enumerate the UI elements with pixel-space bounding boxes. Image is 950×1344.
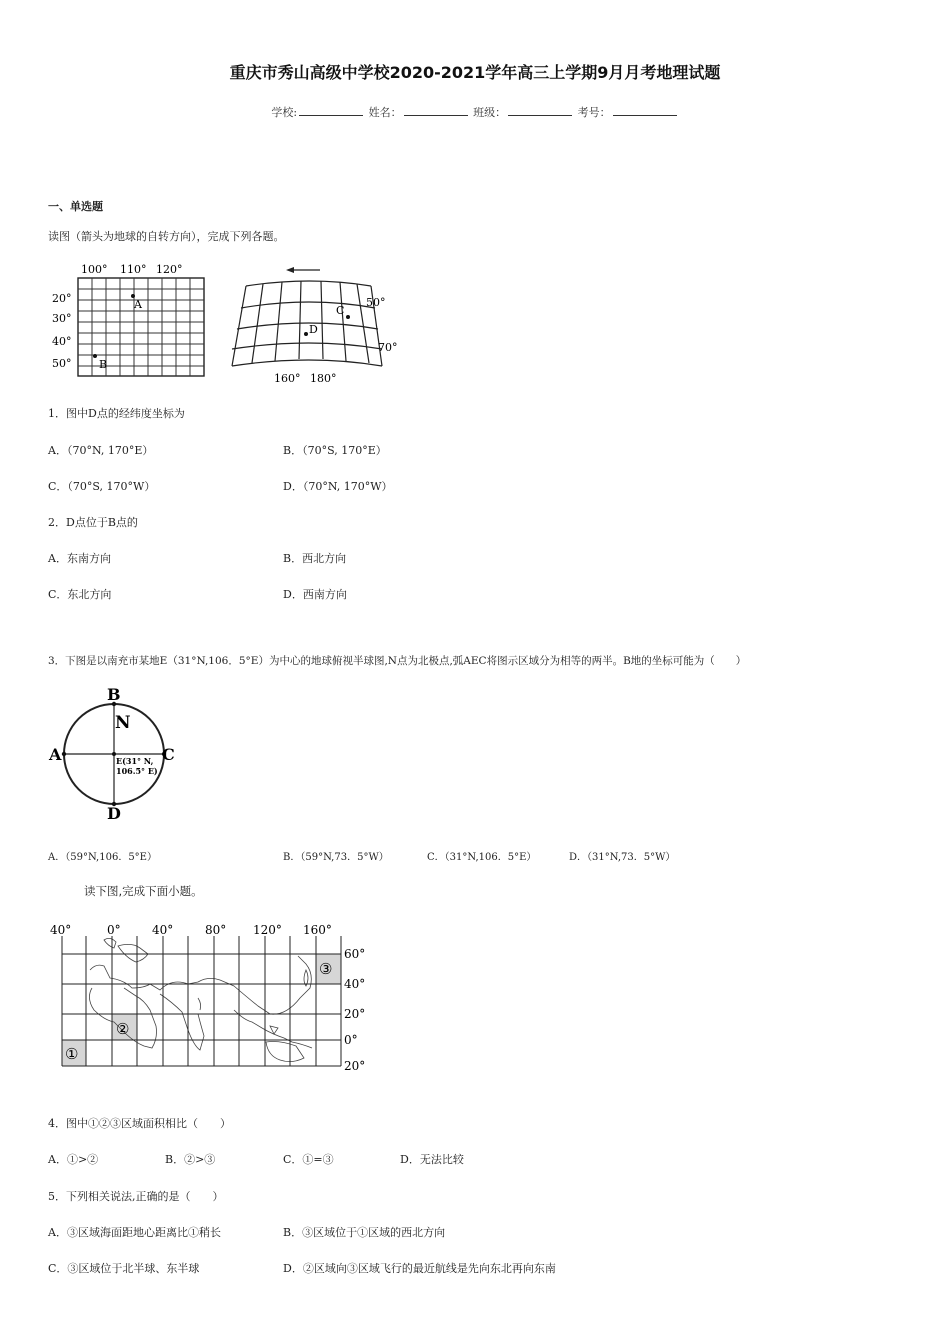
point-c-label: C xyxy=(336,304,345,317)
lat-0-label: 0° xyxy=(344,1033,358,1047)
lon-120e-label: 120° xyxy=(253,923,282,937)
lat-20n-label: 20° xyxy=(344,1007,366,1021)
north-pole-label: N xyxy=(115,713,131,733)
q4-option-c[interactable]: C．①=③ xyxy=(283,1153,334,1166)
point-b xyxy=(93,354,97,358)
intro-text-1: 读图（箭头为地球的自转方向），完成下列各题。 xyxy=(48,230,285,243)
lat-20s-label: 20° xyxy=(344,1059,366,1073)
lat-50-label: 50° xyxy=(52,357,72,370)
point-b-label: B xyxy=(99,358,108,371)
q3-option-a[interactable]: A．（59°N,106．5°E） xyxy=(48,852,157,863)
q2-option-a[interactable]: A．东南方向 xyxy=(48,552,111,565)
lon-40e-label: 40° xyxy=(152,923,174,937)
grid-lines xyxy=(62,936,341,1066)
figure-1-graticules xyxy=(48,258,408,388)
lat-40n-label: 40° xyxy=(344,977,366,991)
q2-option-b[interactable]: B．西北方向 xyxy=(283,552,347,565)
region-2-label: ② xyxy=(116,1020,130,1038)
question-5-stem: 5．下列相关说法,正确的是（ ） xyxy=(48,1190,224,1203)
q1-option-c[interactable]: C．（70°S, 170°W） xyxy=(48,480,156,493)
school-label: 学校: xyxy=(271,106,298,119)
exam-no-blank[interactable] xyxy=(613,105,677,116)
name-label: 姓名： xyxy=(368,106,402,119)
figure-3-hemisphere xyxy=(44,684,184,824)
name-blank[interactable] xyxy=(404,105,468,116)
q5-option-b[interactable]: B．③区域位于①区域的西北方向 xyxy=(283,1226,446,1239)
point-e-label-line2: 106.5° E) xyxy=(116,766,158,776)
lon-40w-label: 40° xyxy=(50,923,72,937)
lon-120-label: 120° xyxy=(156,263,183,276)
lon-80e-label: 80° xyxy=(205,923,227,937)
q5-option-a[interactable]: A．③区域海面距地心距离比①稍长 xyxy=(48,1226,221,1239)
lon-180-label: 180° xyxy=(310,372,337,385)
q2-option-d[interactable]: D．西南方向 xyxy=(283,588,347,601)
lat-60n-label: 60° xyxy=(344,947,366,961)
lat-30-label: 30° xyxy=(52,312,72,325)
exam-no-label: 考号： xyxy=(577,106,611,119)
question-3-stem: 3．下图是以南充市某地E（31°N,106．5°E）为中心的地球俯视半球图,N点为北极点,弧AEC将图示区域分为相等的两半。B地的坐标可能为（ ） xyxy=(48,655,747,667)
region-3-label: ③ xyxy=(319,960,333,978)
q3-option-d[interactable]: D．（31°N,73．5°W） xyxy=(569,852,676,863)
q4-option-d[interactable]: D．无法比较 xyxy=(400,1153,464,1166)
lon-110-label: 110° xyxy=(120,263,147,276)
point-d xyxy=(304,332,308,336)
question-4-stem: 4．图中①②③区域面积相比（ ） xyxy=(48,1117,231,1130)
lon-0-label: 0° xyxy=(107,923,121,937)
right-polar-grid xyxy=(232,281,382,366)
q2-option-c[interactable]: C．东北方向 xyxy=(48,588,112,601)
q1-option-b[interactable]: B．（70°S, 170°E） xyxy=(283,444,387,457)
point-a-label: A xyxy=(134,298,142,311)
region-1-label: ① xyxy=(65,1045,79,1063)
point-a-label-fig3: A xyxy=(49,745,62,764)
q1-option-a[interactable]: A．（70°N, 170°E） xyxy=(48,444,154,457)
point-e-label-line1: E(31° N, xyxy=(116,756,154,766)
point-b-label-fig3: B xyxy=(107,685,121,704)
q1-option-d[interactable]: D．（70°N, 170°W） xyxy=(283,480,393,493)
q3-option-c[interactable]: C．（31°N,106．5°E） xyxy=(427,852,537,863)
school-blank[interactable] xyxy=(299,105,363,116)
q5-option-d[interactable]: D．②区域向③区域飞行的最近航线是先向东北再向东南 xyxy=(283,1262,556,1275)
continent-outlines xyxy=(89,938,312,1061)
student-info-line xyxy=(0,104,950,120)
lon-160-label: 160° xyxy=(274,372,301,385)
lat-70-label-right: 70° xyxy=(378,341,398,354)
figure-4-world-grid xyxy=(48,918,378,1078)
lat-20-label: 20° xyxy=(52,292,72,305)
question-2-stem: 2．D点位于B点的 xyxy=(48,516,138,529)
lat-50-label-right: 50° xyxy=(366,296,386,309)
section-heading: 一、单选题 xyxy=(48,200,103,213)
class-blank[interactable] xyxy=(508,105,572,116)
lon-100-label: 100° xyxy=(81,263,108,276)
intro-text-2: 读下图,完成下面小题。 xyxy=(84,884,203,898)
left-grid xyxy=(52,263,204,376)
class-label: 班级： xyxy=(473,106,507,119)
point-c xyxy=(346,315,350,319)
q5-option-c[interactable]: C．③区域位于北半球、东半球 xyxy=(48,1262,200,1275)
rotation-arrow-icon xyxy=(286,267,320,273)
lat-40-label: 40° xyxy=(52,335,72,348)
page-title: 重庆市秀山高级中学校2020-2021学年高三上学期9月月考地理试题 xyxy=(229,63,721,82)
point-c-label-fig3: C xyxy=(162,745,175,764)
point-d-label: D xyxy=(309,323,318,336)
point-d-label-fig3: D xyxy=(107,804,121,823)
q3-option-b[interactable]: B．（59°N,73．5°W） xyxy=(283,852,389,863)
lon-160e-label: 160° xyxy=(303,923,332,937)
q4-option-b[interactable]: B．②>③ xyxy=(165,1153,216,1166)
q4-option-a[interactable]: A．①>② xyxy=(48,1153,99,1166)
question-1-stem: 1．图中D点的经纬度坐标为 xyxy=(48,407,185,420)
